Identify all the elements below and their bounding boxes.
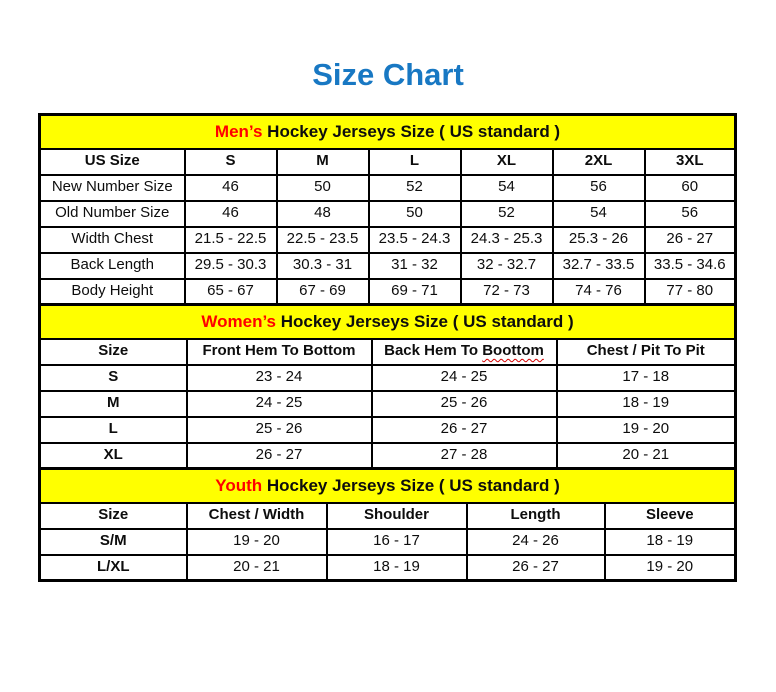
size-value-cell: 54 — [461, 175, 553, 201]
row-label: XL — [40, 443, 187, 469]
women-size-table — [38, 303, 737, 470]
table-row — [40, 115, 736, 149]
size-value-cell: 31 - 32 — [369, 253, 461, 279]
women-section-banner — [40, 305, 736, 339]
row-label: Old Number Size — [40, 201, 185, 227]
size-value-cell: 56 — [645, 201, 736, 227]
size-value-cell: 25 - 26 — [372, 391, 557, 417]
youth-section-banner — [40, 469, 736, 503]
column-header: Chest / Pit To Pit — [557, 339, 736, 365]
banner-category-highlight: Women’s — [201, 312, 276, 332]
table-row — [40, 365, 736, 391]
size-value-cell: 60 — [645, 175, 736, 201]
table-row — [40, 279, 736, 305]
row-label: S — [40, 365, 187, 391]
size-value-cell: 46 — [185, 201, 277, 227]
size-value-cell: 22.5 - 23.5 — [277, 227, 369, 253]
table-row — [40, 339, 736, 365]
size-value-cell: 24 - 25 — [187, 391, 372, 417]
size-value-cell: 25 - 26 — [187, 417, 372, 443]
table-row — [40, 149, 736, 175]
size-value-cell: 56 — [553, 175, 645, 201]
row-label: L/XL — [40, 555, 187, 581]
misspelled-word: Boottom — [482, 342, 544, 360]
banner-title-text: Hockey Jerseys Size ( US standard ) — [262, 122, 561, 142]
row-label: Back Length — [40, 253, 185, 279]
table-row — [40, 305, 736, 339]
size-value-cell: 20 - 21 — [557, 443, 736, 469]
row-label: S/M — [40, 529, 187, 555]
page-title: Size Chart — [312, 57, 464, 92]
row-label: L — [40, 417, 187, 443]
size-value-cell: 50 — [277, 175, 369, 201]
banner-title-text: Hockey Jerseys Size ( US standard ) — [262, 476, 560, 496]
column-header: M — [277, 149, 369, 175]
table-row — [40, 503, 736, 529]
table-row — [40, 391, 736, 417]
table-row — [40, 253, 736, 279]
size-value-cell: 19 - 20 — [605, 555, 736, 581]
row-label: M — [40, 391, 187, 417]
column-header: XL — [461, 149, 553, 175]
size-value-cell: 29.5 - 30.3 — [185, 253, 277, 279]
size-value-cell: 18 - 19 — [327, 555, 467, 581]
size-value-cell: 24 - 26 — [467, 529, 605, 555]
size-value-cell: 25.3 - 26 — [553, 227, 645, 253]
column-header-size: Size — [40, 339, 187, 365]
size-value-cell: 24.3 - 25.3 — [461, 227, 553, 253]
column-header: S — [185, 149, 277, 175]
size-value-cell: 26 - 27 — [645, 227, 736, 253]
size-value-cell: 27 - 28 — [372, 443, 557, 469]
size-value-cell: 48 — [277, 201, 369, 227]
column-header-size: Size — [40, 503, 187, 529]
size-value-cell: 65 - 67 — [185, 279, 277, 305]
size-value-cell: 77 - 80 — [645, 279, 736, 305]
table-row — [40, 443, 736, 469]
size-value-cell: 21.5 - 22.5 — [185, 227, 277, 253]
size-value-cell: 46 — [185, 175, 277, 201]
size-value-cell: 74 - 76 — [553, 279, 645, 305]
column-header-with-typo — [372, 339, 557, 365]
column-header: L — [369, 149, 461, 175]
column-header-us-size: US Size — [40, 149, 185, 175]
size-value-cell: 19 - 20 — [557, 417, 736, 443]
size-value-cell: 54 — [553, 201, 645, 227]
banner-category-highlight: Youth — [215, 476, 263, 496]
men-size-table — [38, 113, 737, 306]
row-label: Width Chest — [40, 227, 185, 253]
size-chart-container — [38, 113, 734, 582]
table-row — [40, 175, 736, 201]
size-value-cell: 50 — [369, 201, 461, 227]
size-value-cell: 20 - 21 — [187, 555, 327, 581]
size-value-cell: 52 — [369, 175, 461, 201]
men-section-banner — [40, 115, 736, 149]
size-value-cell: 17 - 18 — [557, 365, 736, 391]
size-value-cell: 72 - 73 — [461, 279, 553, 305]
size-value-cell: 32.7 - 33.5 — [553, 253, 645, 279]
table-row — [40, 417, 736, 443]
column-header: Chest / Width — [187, 503, 327, 529]
column-header: 3XL — [645, 149, 736, 175]
size-value-cell: 24 - 25 — [372, 365, 557, 391]
header-text: Back Hem To — [384, 342, 483, 360]
size-value-cell: 69 - 71 — [369, 279, 461, 305]
size-value-cell: 16 - 17 — [327, 529, 467, 555]
size-value-cell: 33.5 - 34.6 — [645, 253, 736, 279]
table-row — [40, 469, 736, 503]
size-value-cell: 18 - 19 — [605, 529, 736, 555]
banner-category-highlight: Men’s — [214, 122, 263, 142]
column-header: Length — [467, 503, 605, 529]
table-row — [40, 529, 736, 555]
column-header: Sleeve — [605, 503, 736, 529]
youth-size-table — [38, 467, 737, 582]
size-value-cell: 30.3 - 31 — [277, 253, 369, 279]
column-header: Front Hem To Bottom — [187, 339, 372, 365]
banner-title-text: Hockey Jerseys Size ( US standard ) — [276, 312, 574, 332]
size-value-cell: 67 - 69 — [277, 279, 369, 305]
size-value-cell: 32 - 32.7 — [461, 253, 553, 279]
size-value-cell: 23 - 24 — [187, 365, 372, 391]
table-row — [40, 201, 736, 227]
size-value-cell: 19 - 20 — [187, 529, 327, 555]
column-header: Shoulder — [327, 503, 467, 529]
size-value-cell: 26 - 27 — [467, 555, 605, 581]
table-row — [40, 227, 736, 253]
size-value-cell: 26 - 27 — [187, 443, 372, 469]
row-label: Body Height — [40, 279, 185, 305]
column-header: 2XL — [553, 149, 645, 175]
size-value-cell: 26 - 27 — [372, 417, 557, 443]
size-value-cell: 18 - 19 — [557, 391, 736, 417]
size-value-cell: 52 — [461, 201, 553, 227]
row-label: New Number Size — [40, 175, 185, 201]
size-value-cell: 23.5 - 24.3 — [369, 227, 461, 253]
table-row — [40, 555, 736, 581]
